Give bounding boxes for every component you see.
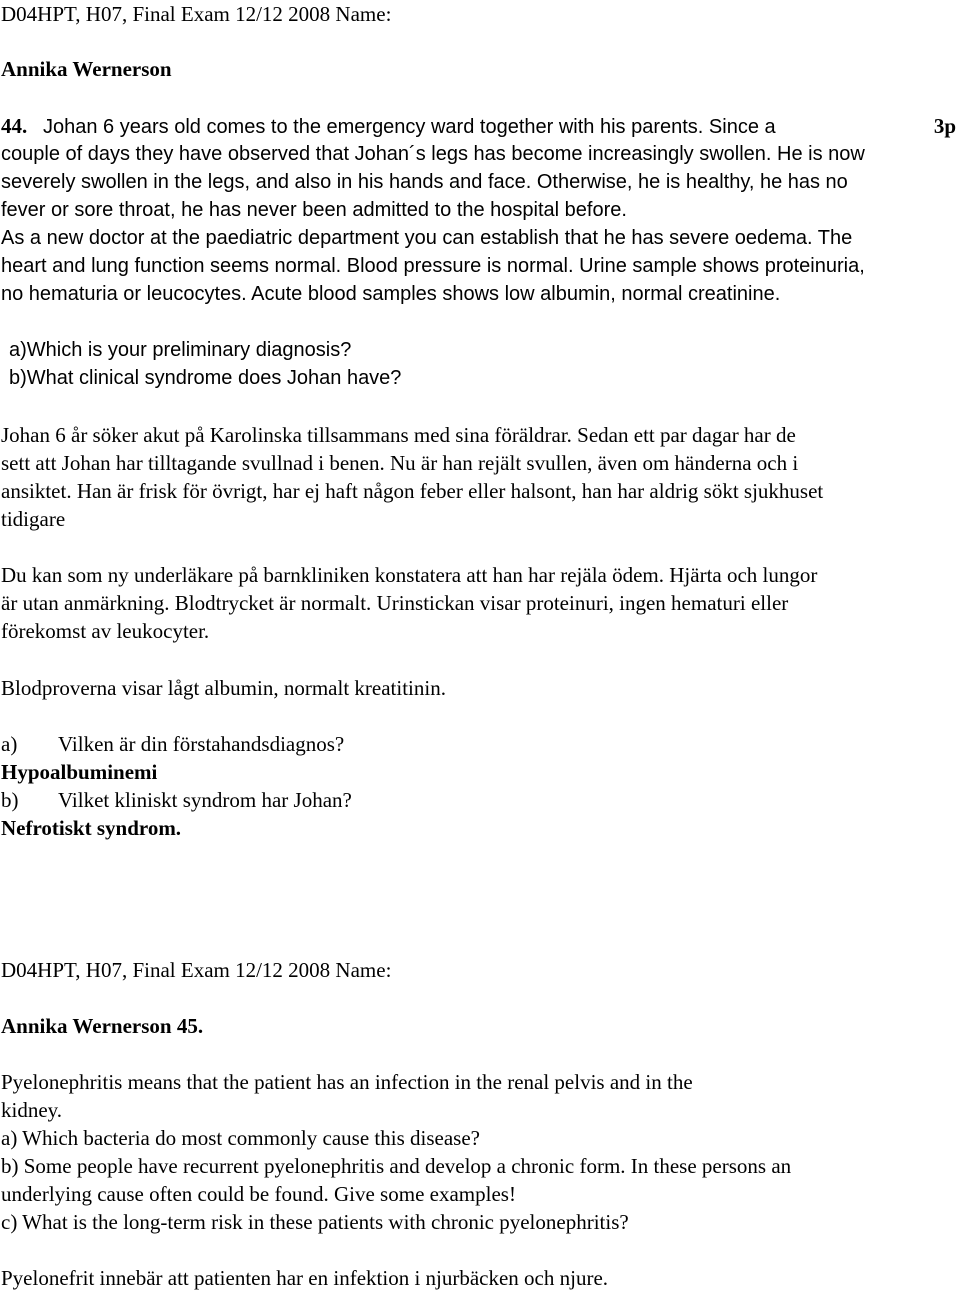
sub-question-b: b) Some people have recurrent pyelonephritis and develop a chronic form. In these persons an bbox=[1, 1154, 792, 1178]
question-text: heart and lung function seems normal. Blood pressure is normal. Urine sample shows proteinuria, bbox=[1, 255, 865, 277]
swedish-text: sett att Johan har tilltagande svullnad i benen. Nu är han rejält svullen, även om händerna och i bbox=[1, 451, 799, 475]
question-44-line-1 bbox=[1, 112, 776, 141]
question-text: Vilken är din förstahandsdiagnos? bbox=[58, 732, 345, 756]
sub-question-b: b)What clinical syndrome does Johan have? bbox=[9, 367, 402, 389]
swedish-text: förekomst av leukocyter. bbox=[1, 619, 210, 643]
answer-a: Hypoalbuminemi bbox=[1, 760, 158, 784]
swedish-question-b bbox=[1, 786, 352, 814]
exam-header: D04HPT, H07, Final Exam 12/12 2008 Name: bbox=[1, 958, 392, 982]
question-text: As a new doctor at the paediatric department you can establish that he has severe oedema. The bbox=[1, 227, 853, 249]
question-text: Pyelonephritis means that the patient has an infection in the renal pelvis and in the bbox=[1, 1070, 693, 1094]
question-points: 3p bbox=[933, 114, 956, 138]
student-name-question-number: Annika Wernerson 45. bbox=[1, 1014, 204, 1038]
question-text: no hematuria or leucocytes. Acute blood samples shows low albumin, normal creatinine. bbox=[1, 283, 781, 305]
question-text: severely swollen in the legs, and also in his hands and face. Otherwise, he is healthy, he has no bbox=[1, 171, 848, 193]
sub-question-c: c) What is the long-term risk in these patients with chronic pyelonephritis? bbox=[1, 1210, 629, 1234]
question-text: Johan 6 years old comes to the emergency ward together with his parents. Since a bbox=[43, 116, 776, 138]
sub-question-b: underlying cause often could be found. Give some examples! bbox=[1, 1182, 516, 1206]
swedish-text: Du kan som ny underläkare på barnkliniken konstatera att han har rejäla ödem. Hjärta och lungor bbox=[1, 563, 818, 587]
question-text: fever or sore throat, he has never been admitted to the hospital before. bbox=[1, 199, 627, 221]
question-text: couple of days they have observed that Johan´s legs has become increasingly swollen. He is now bbox=[1, 143, 865, 165]
question-number: 44. bbox=[1, 114, 28, 138]
swedish-question-a bbox=[1, 730, 344, 758]
swedish-text: ansiktet. Han är frisk för övrigt, har ej haft någon feber eller halsont, han har aldrig sökt sjukhuset bbox=[1, 479, 824, 503]
swedish-text: Pyelonefrit innebär att patienten har en infektion i njurbäcken och njure. bbox=[1, 1266, 609, 1290]
question-text: Vilket kliniskt syndrom har Johan? bbox=[58, 788, 352, 812]
swedish-text: tidigare bbox=[1, 507, 66, 531]
swedish-text: är utan anmärkning. Blodtrycket är normalt. Urinstickan visar proteinuri, ingen hematuri eller bbox=[1, 591, 789, 615]
sub-question-a: a) Which bacteria do most commonly cause this disease? bbox=[1, 1126, 480, 1150]
question-letter: a) bbox=[1, 732, 18, 756]
sub-question-a: a)Which is your preliminary diagnosis? bbox=[9, 339, 352, 361]
swedish-text: Blodproverna visar lågt albumin, normalt kreatitinin. bbox=[1, 676, 446, 700]
swedish-text: Johan 6 år söker akut på Karolinska tillsammans med sina föräldrar. Sedan ett par dagar har de bbox=[1, 423, 796, 447]
question-letter: b) bbox=[1, 788, 19, 812]
exam-header: D04HPT, H07, Final Exam 12/12 2008 Name: bbox=[1, 2, 392, 26]
student-name: Annika Wernerson bbox=[1, 57, 172, 81]
answer-b: Nefrotiskt syndrom. bbox=[1, 816, 182, 840]
question-text: kidney. bbox=[1, 1098, 63, 1122]
